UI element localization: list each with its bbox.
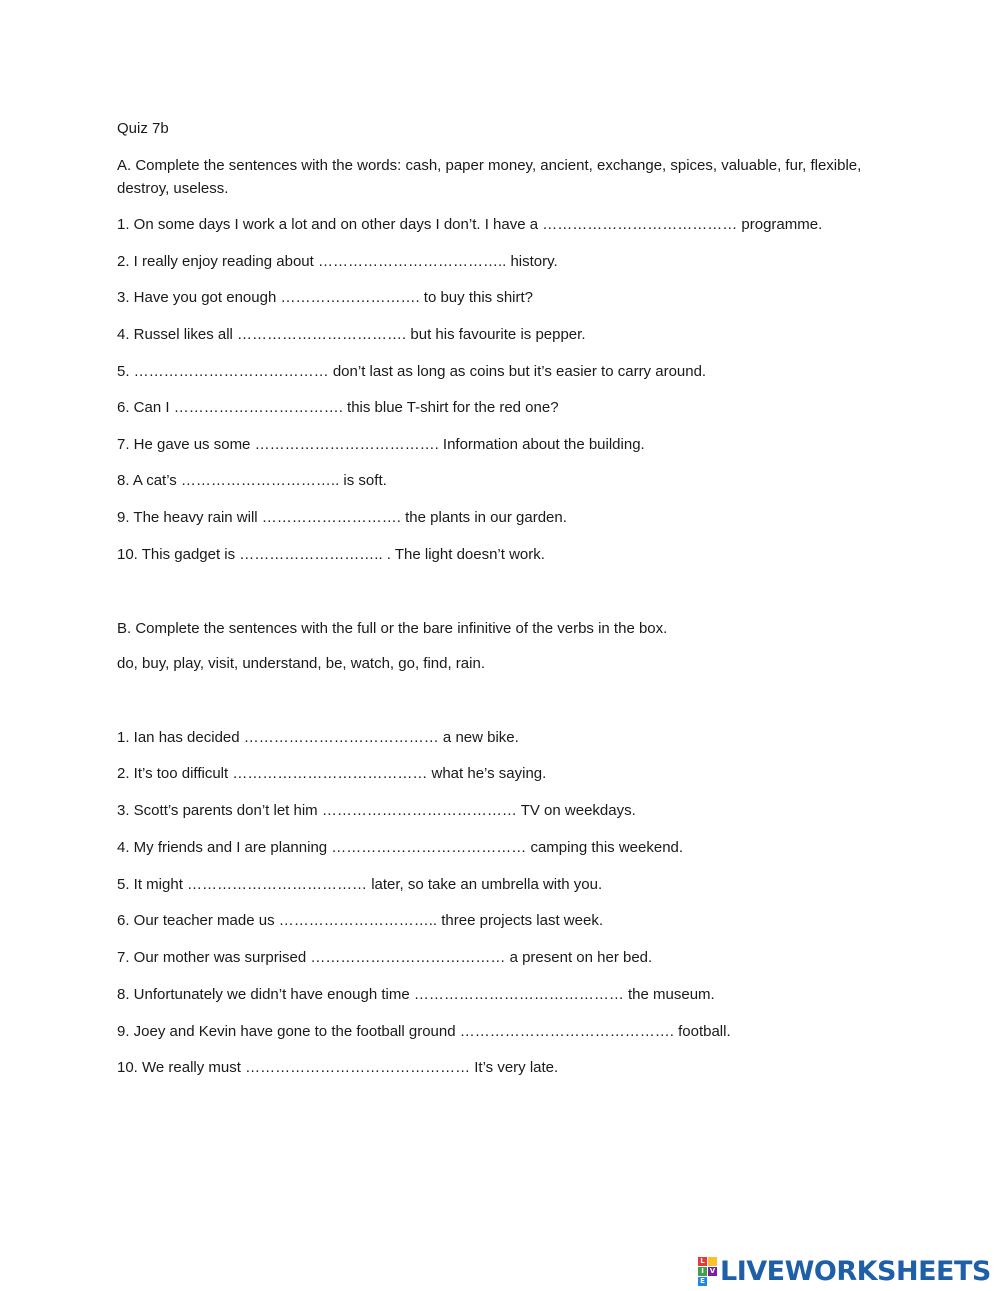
section-a-question: 6. Can I ……………………………. this blue T-shirt for the red one? (117, 399, 559, 416)
section-a-question: 8. A cat’s ………………………….. is soft. (117, 472, 387, 489)
section-b-question: 7. Our mother was surprised ………………………………… a present on her bed. (117, 949, 653, 966)
section-a-question: 4. Russel likes all ……………………………. but his favourite is pepper. (117, 326, 586, 343)
section-b-question: 1. Ian has decided ………………………………… a new bike. (117, 729, 519, 746)
logo-wordmark: LIVEWORKSHEETS (720, 1255, 991, 1287)
section-b-question: 8. Unfortunately we didn’t have enough time …………………………………… the museum. (117, 986, 715, 1003)
section-b-question: 6. Our teacher made us ………………………….. three projects last week. (117, 912, 603, 929)
section-b-question: 3. Scott’s parents don’t let him ………………………………… TV on weekdays. (117, 802, 636, 819)
logo-block: E (698, 1277, 707, 1286)
logo-block: I (698, 1267, 707, 1276)
section-a-question: 5. ………………………………… don’t last as long as coins but it’s easier to carry around. (117, 363, 707, 380)
section-b-question: 10. We really must ……………………………………… It’s very late. (117, 1059, 559, 1076)
liveworksheets-logo (698, 1256, 991, 1286)
logo-block: V (709, 1266, 716, 1275)
logo-block (708, 1257, 717, 1266)
section-b-question: 5. It might ……………………………… later, so take an umbrella with you. (117, 876, 603, 893)
page-title: Quiz 7b (117, 120, 169, 137)
section-a-question: 7. He gave us some ………………………………. Information about the building. (117, 436, 645, 453)
section-a-question: 3. Have you got enough ………………………. to buy this shirt? (117, 289, 534, 306)
section-a-instruction: A. Complete the sentences with the words: cash, paper money, ancient, exchange, spices, valuable, fur, flexible, destroy, useless. (117, 157, 862, 197)
section-b-question: 2. It’s too difficult ………………………………… what he’s saying. (117, 765, 547, 782)
section-a-question: 10. This gadget is ……………………….. . The light doesn’t work. (117, 546, 545, 563)
logo-block (708, 1277, 717, 1286)
section-b-instruction: B. Complete the sentences with the full or the bare infinitive of the verbs in the box. (117, 620, 668, 637)
section-b-verb-box: do, buy, play, visit, understand, be, watch, go, find, rain. (117, 655, 485, 672)
section-a-question: 9. The heavy rain will ………………………. the plants in our garden. (117, 509, 567, 526)
section-a-question: 2. I really enjoy reading about ……………………………….. history. (117, 253, 558, 270)
section-a-question: 1. On some days I work a lot and on other days I don’t. I have a ………………………………… programme. (117, 216, 823, 233)
section-b-question: 4. My friends and I are planning ………………………………… camping this weekend. (117, 839, 684, 856)
logo-block: L (698, 1257, 707, 1266)
section-b-question: 9. Joey and Kevin have gone to the football ground ……………………………………. football. (117, 1023, 731, 1040)
logo-blocks-icon (698, 1257, 717, 1286)
